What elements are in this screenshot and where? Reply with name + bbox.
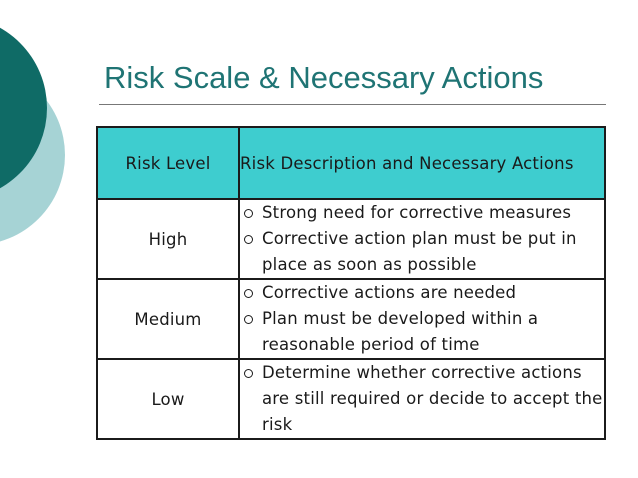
- title-divider: [99, 104, 606, 105]
- bullet-circle-icon: [244, 315, 253, 324]
- list-item: [242, 200, 604, 226]
- action-list: [240, 200, 604, 278]
- action-text: Plan must be developed within a reasonable period of time: [262, 309, 539, 354]
- risk-level-cell: Medium: [97, 279, 239, 359]
- header-risk-level: Risk Level: [97, 127, 239, 199]
- action-text: Corrective actions are needed: [262, 283, 517, 302]
- action-list: [240, 280, 604, 358]
- risk-actions-cell: [239, 359, 605, 439]
- bullet-circle-icon: [244, 289, 253, 298]
- action-text: Corrective action plan must be put in place as soon as possible: [262, 229, 577, 274]
- page-title: Risk Scale & Necessary Actions: [104, 60, 544, 95]
- list-item: [242, 280, 604, 306]
- table-header-row: [97, 127, 605, 199]
- table-row: [97, 199, 605, 279]
- header-risk-description: Risk Description and Necessary Actions: [239, 127, 605, 199]
- action-text: Determine whether corrective actions are still required or decide to accept the risk: [262, 363, 603, 434]
- decorative-circles: [0, 0, 80, 260]
- bullet-circle-icon: [244, 369, 253, 378]
- table-row: [97, 279, 605, 359]
- risk-scale-table: [96, 126, 606, 440]
- action-list: [240, 360, 604, 438]
- risk-actions-cell: [239, 199, 605, 279]
- list-item: [242, 226, 604, 278]
- table-row: [97, 359, 605, 439]
- action-text: Strong need for corrective measures: [262, 203, 572, 222]
- bullet-circle-icon: [244, 209, 253, 218]
- risk-actions-cell: [239, 279, 605, 359]
- risk-level-cell: High: [97, 199, 239, 279]
- list-item: [242, 306, 604, 358]
- bullet-circle-icon: [244, 235, 253, 244]
- risk-level-cell: Low: [97, 359, 239, 439]
- list-item: [242, 360, 604, 438]
